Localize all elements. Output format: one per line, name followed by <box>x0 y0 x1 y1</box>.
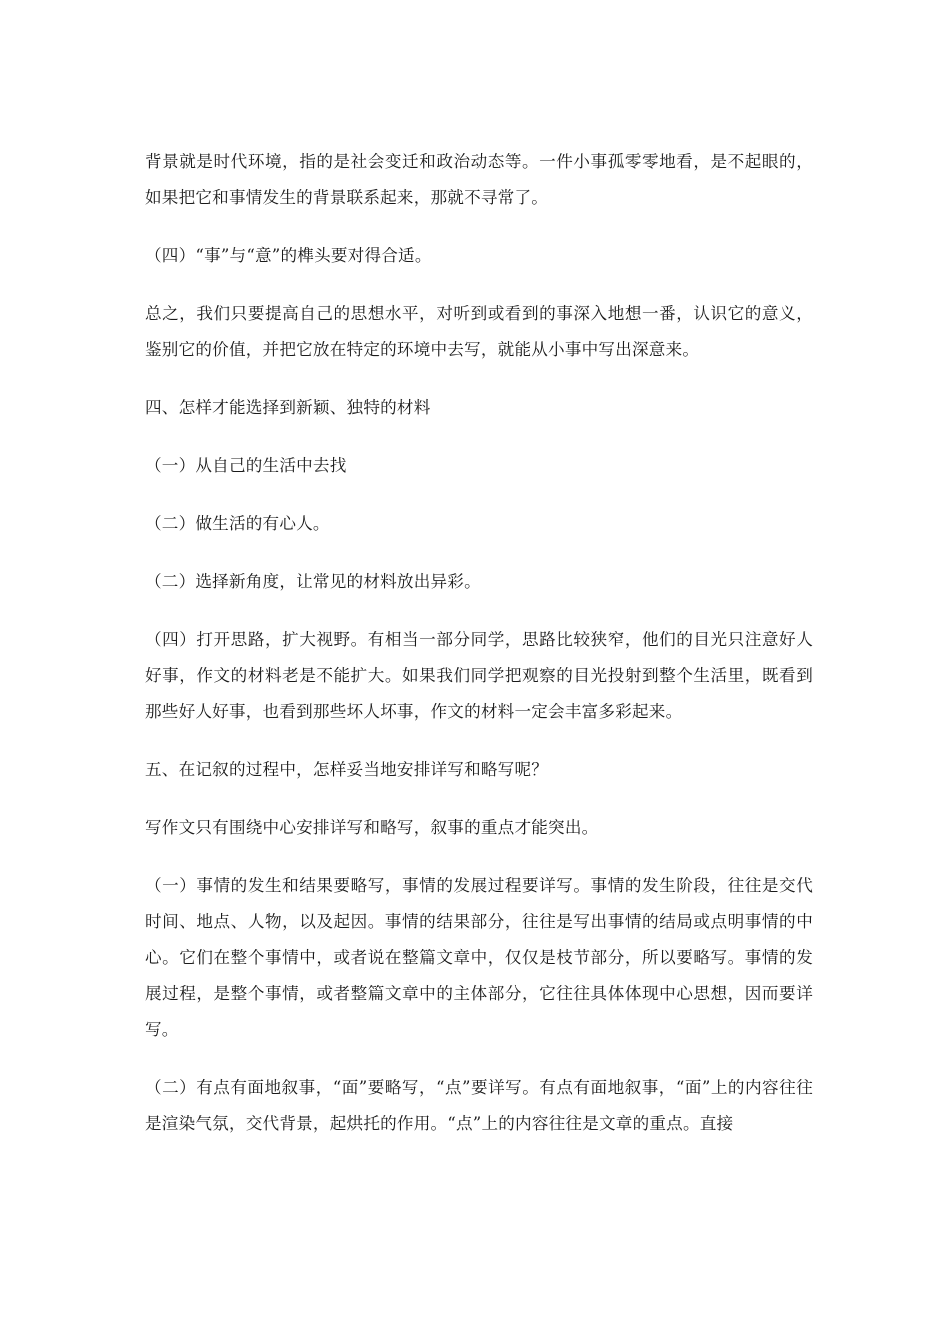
paragraph-point-two-angle: （二）选择新角度，让常见的材料放出异彩。 <box>145 572 481 591</box>
paragraph-summary: 总之，我们只要提高自己的思想水平，对听到或看到的事深入地想一番，认识它的意义，鉴别它的价值，并把它放在特定的环境中去写，就能从小事中写出深意来。 <box>145 304 813 359</box>
paragraph-background: 背景就是时代环境，指的是社会变迁和政治动态等。一件小事孤零零地看，是不起眼的，如果把它和事情发生的背景联系起来，那就不寻常了。 <box>145 152 813 207</box>
paragraph-point-four-vision: （四）打开思路，扩大视野。有相当一部分同学，思路比较狭窄，他们的目光只注意好人好事，作文的材料老是不能扩大。如果我们同学把观察的目光投射到整个生活里，既看到那些好人好事，也看到那些坏人坏事，作文的材料一定会丰富多彩起来。 <box>145 630 813 721</box>
paragraph-point-four-tenon: （四）“事”与“意”的榫头要对得合适。 <box>145 246 432 265</box>
paragraph-point-one-life: （一）从自己的生活中去找 <box>145 456 347 475</box>
paragraph-point-two-surface: （二）有点有面地叙事，“面”要略写，“点”要详写。有点有面地叙事，“面”上的内容往往是渲染气氛，交代背景，起烘托的作用。“点”上的内容往往是文章的重点。直接 <box>145 1078 813 1133</box>
paragraph-point-one-detail: （一）事情的发生和结果要略写，事情的发展过程要详写。事情的发生阶段，往往是交代时间、地点、人物，以及起因。事情的结果部分，往往是写出事情的结局或点明事情的中心。它们在整个事情中，或者说在整篇文章中，仅仅是枝节部分，所以要略写。事情的发展过程，是整个事情，或者整篇文章中的主体部分，它往往具体体现中心思想，因而要详写。 <box>145 876 813 1039</box>
section-heading-four: 四、怎样才能选择到新颖、独特的材料 <box>145 398 431 417</box>
paragraph-point-two-mindful: （二）做生活的有心人。 <box>145 514 330 533</box>
section-heading-five: 五、在记叙的过程中，怎样妥当地安排详写和略写呢？ <box>145 760 549 779</box>
paragraph-center-focus: 写作文只有围绕中心安排详写和略写，叙事的重点才能突出。 <box>145 818 599 837</box>
document-body <box>145 144 813 1164</box>
